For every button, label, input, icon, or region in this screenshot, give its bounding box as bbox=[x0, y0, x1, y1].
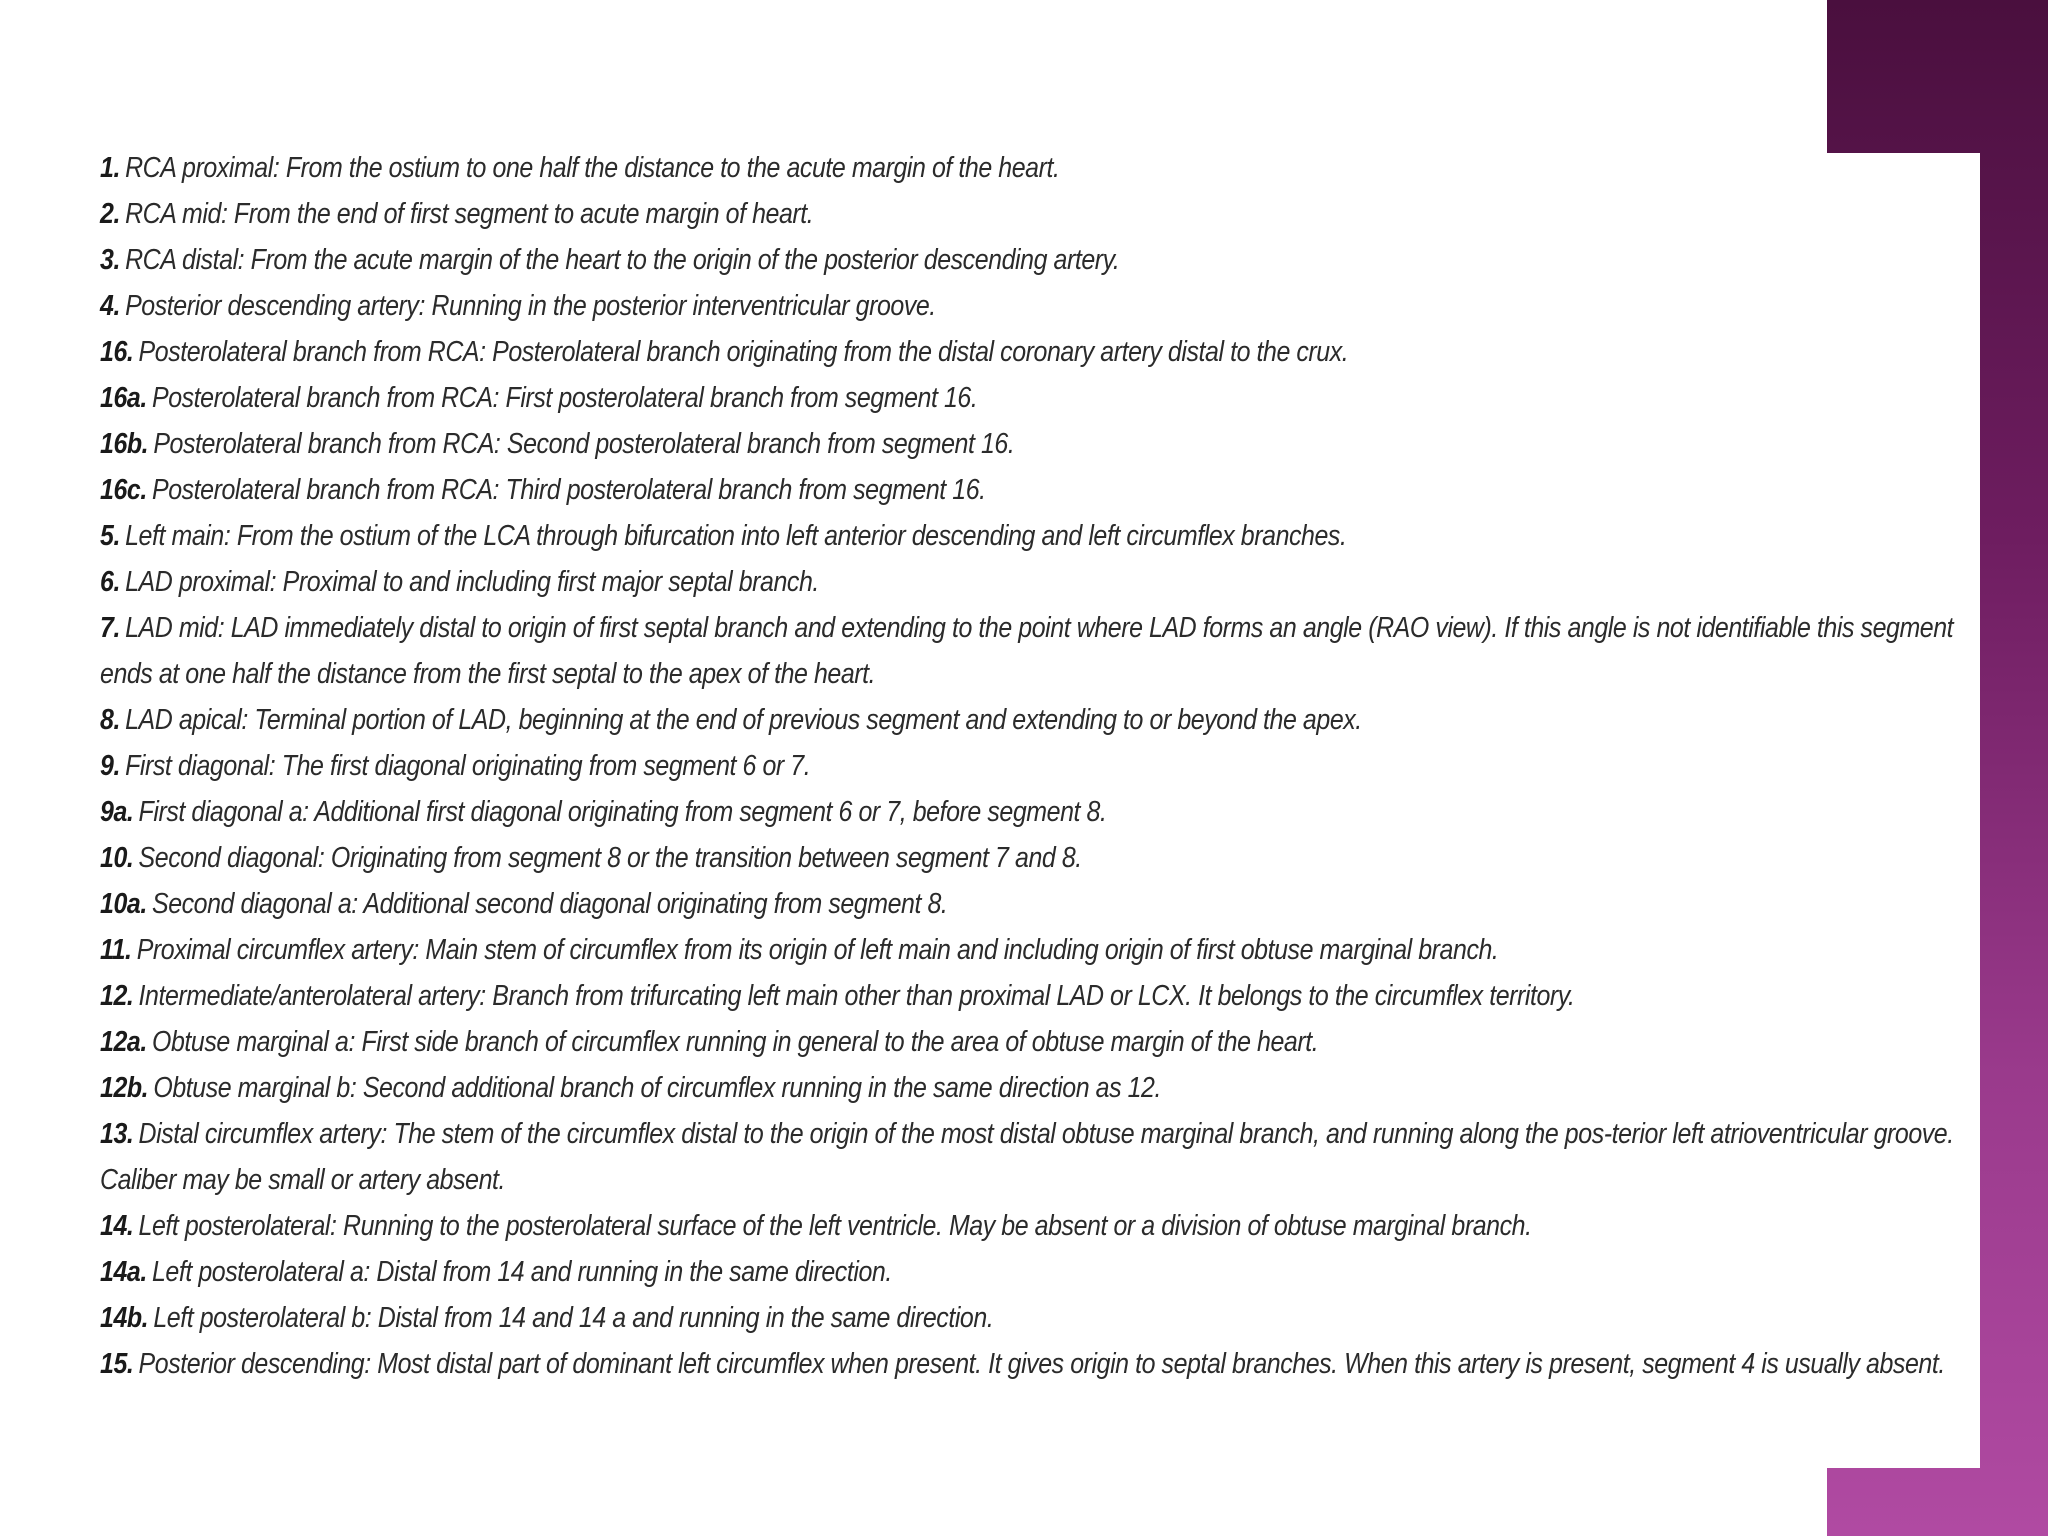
list-item bbox=[100, 1065, 1977, 1111]
segment-number: 12. bbox=[100, 980, 134, 1012]
list-item bbox=[100, 191, 1977, 237]
segment-number: 2. bbox=[100, 198, 120, 230]
list-item bbox=[100, 1111, 1977, 1203]
list-item bbox=[100, 145, 1977, 191]
segment-description: LAD mid: LAD immediately distal to origin of first septal branch and extending to the point where LAD forms an angle (RAO view). If this angle is not identifiable this segment ends at one half the distance from the first septal to the apex of the heart. bbox=[100, 612, 1954, 690]
segment-description: Obtuse marginal b: Second additional branch of circumflex running in the same direction as 12. bbox=[153, 1072, 1161, 1104]
segment-description: RCA proximal: From the ostium to one half the distance to the acute margin of the heart. bbox=[125, 152, 1060, 184]
segment-number: 16c. bbox=[100, 474, 147, 506]
list-item bbox=[100, 1019, 1977, 1065]
list-item bbox=[100, 789, 1977, 835]
list-item bbox=[100, 1249, 1977, 1295]
segment-description: First diagonal a: Additional first diagonal originating from segment 6 or 7, before segment 8. bbox=[138, 796, 1107, 828]
list-item bbox=[100, 513, 1977, 559]
segment-number: 6. bbox=[100, 566, 120, 598]
segment-description: Left posterolateral: Running to the posterolateral surface of the left ventricle. May be absent or a division of obtuse marginal branch. bbox=[138, 1210, 1532, 1242]
segment-number: 4. bbox=[100, 290, 120, 322]
segment-number: 14b. bbox=[100, 1302, 149, 1334]
segment-number: 3. bbox=[100, 244, 120, 276]
list-item bbox=[100, 927, 1977, 973]
segment-description: Posterolateral branch from RCA: Second posterolateral branch from segment 16. bbox=[153, 428, 1015, 460]
segment-description: Posterolateral branch from RCA: Third posterolateral branch from segment 16. bbox=[151, 474, 986, 506]
segment-number: 16. bbox=[100, 336, 134, 368]
segment-description: Left posterolateral b: Distal from 14 and 14 a and running in the same direction. bbox=[153, 1302, 994, 1334]
segment-description: Posterior descending: Most distal part of dominant left circumflex when present. It gives origin to septal branches. When this artery is present, segment 4 is usually absent. bbox=[138, 1348, 1945, 1380]
segment-number: 12b. bbox=[100, 1072, 149, 1104]
list-item bbox=[100, 237, 1977, 283]
segment-number: 12a. bbox=[100, 1026, 147, 1058]
list-item bbox=[100, 1341, 1977, 1387]
segment-number: 7. bbox=[100, 612, 120, 644]
list-item bbox=[100, 697, 1977, 743]
segment-description: Posterolateral branch from RCA: First posterolateral branch from segment 16. bbox=[151, 382, 978, 414]
segment-description: Intermediate/anterolateral artery: Branch from trifurcating left main other than proximal LAD or LCX. It belongs to the circumflex territory. bbox=[138, 980, 1575, 1012]
list-item bbox=[100, 881, 1977, 927]
segment-description: RCA mid: From the end of first segment to acute margin of heart. bbox=[125, 198, 814, 230]
list-item bbox=[100, 283, 1977, 329]
list-item bbox=[100, 743, 1977, 789]
segment-definition-list bbox=[100, 145, 1982, 1387]
segment-description: RCA distal: From the acute margin of the heart to the origin of the posterior descending artery. bbox=[125, 244, 1120, 276]
list-item bbox=[100, 467, 1977, 513]
list-item bbox=[100, 973, 1977, 1019]
list-item bbox=[100, 1203, 1977, 1249]
segment-description: Posterolateral branch from RCA: Posterolateral branch originating from the distal coronary artery distal to the crux. bbox=[138, 336, 1349, 368]
segment-number: 16b. bbox=[100, 428, 149, 460]
segment-description: Distal circumflex artery: The stem of the circumflex distal to the origin of the most distal obtuse marginal branch, and running along the pos-terior left atrioventricular groove. Caliber may be small or artery absent. bbox=[100, 1118, 1954, 1196]
segment-number: 8. bbox=[100, 704, 120, 736]
list-item bbox=[100, 605, 1977, 697]
segment-description: Second diagonal: Originating from segment 8 or the transition between segment 7 and 8. bbox=[138, 842, 1082, 874]
list-item bbox=[100, 559, 1977, 605]
segment-number: 9. bbox=[100, 750, 120, 782]
segment-description: Posterior descending artery: Running in the posterior interventricular groove. bbox=[125, 290, 936, 322]
segment-number: 14. bbox=[100, 1210, 134, 1242]
segment-number: 10a. bbox=[100, 888, 147, 920]
list-item bbox=[100, 421, 1977, 467]
segment-description: Left main: From the ostium of the LCA through bifurcation into left anterior descending and left circumflex branches. bbox=[125, 520, 1347, 552]
list-item bbox=[100, 375, 1977, 421]
segment-number: 13. bbox=[100, 1118, 134, 1150]
segment-number: 15. bbox=[100, 1348, 134, 1380]
segment-description: Obtuse marginal a: First side branch of circumflex running in general to the area of obtuse margin of the heart. bbox=[151, 1026, 1319, 1058]
segment-description: LAD apical: Terminal portion of LAD, beginning at the end of previous segment and extending to or beyond the apex. bbox=[125, 704, 1362, 736]
segment-number: 10. bbox=[100, 842, 134, 874]
segment-description: Second diagonal a: Additional second diagonal originating from segment 8. bbox=[151, 888, 948, 920]
list-item bbox=[100, 835, 1977, 881]
list-item bbox=[100, 1295, 1977, 1341]
segment-number: 1. bbox=[100, 152, 120, 184]
segment-description: First diagonal: The first diagonal originating from segment 6 or 7. bbox=[125, 750, 811, 782]
segment-description: Proximal circumflex artery: Main stem of circumflex from its origin of left main and including origin of first obtuse marginal branch. bbox=[136, 934, 1499, 966]
segment-description: Left posterolateral a: Distal from 14 and running in the same direction. bbox=[151, 1256, 892, 1288]
list-item bbox=[100, 329, 1977, 375]
segment-number: 14a. bbox=[100, 1256, 147, 1288]
segment-number: 9a. bbox=[100, 796, 134, 828]
segment-number: 16a. bbox=[100, 382, 147, 414]
segment-number: 11. bbox=[100, 934, 132, 966]
segment-number: 5. bbox=[100, 520, 120, 552]
segment-description: LAD proximal: Proximal to and including first major septal branch. bbox=[125, 566, 819, 598]
